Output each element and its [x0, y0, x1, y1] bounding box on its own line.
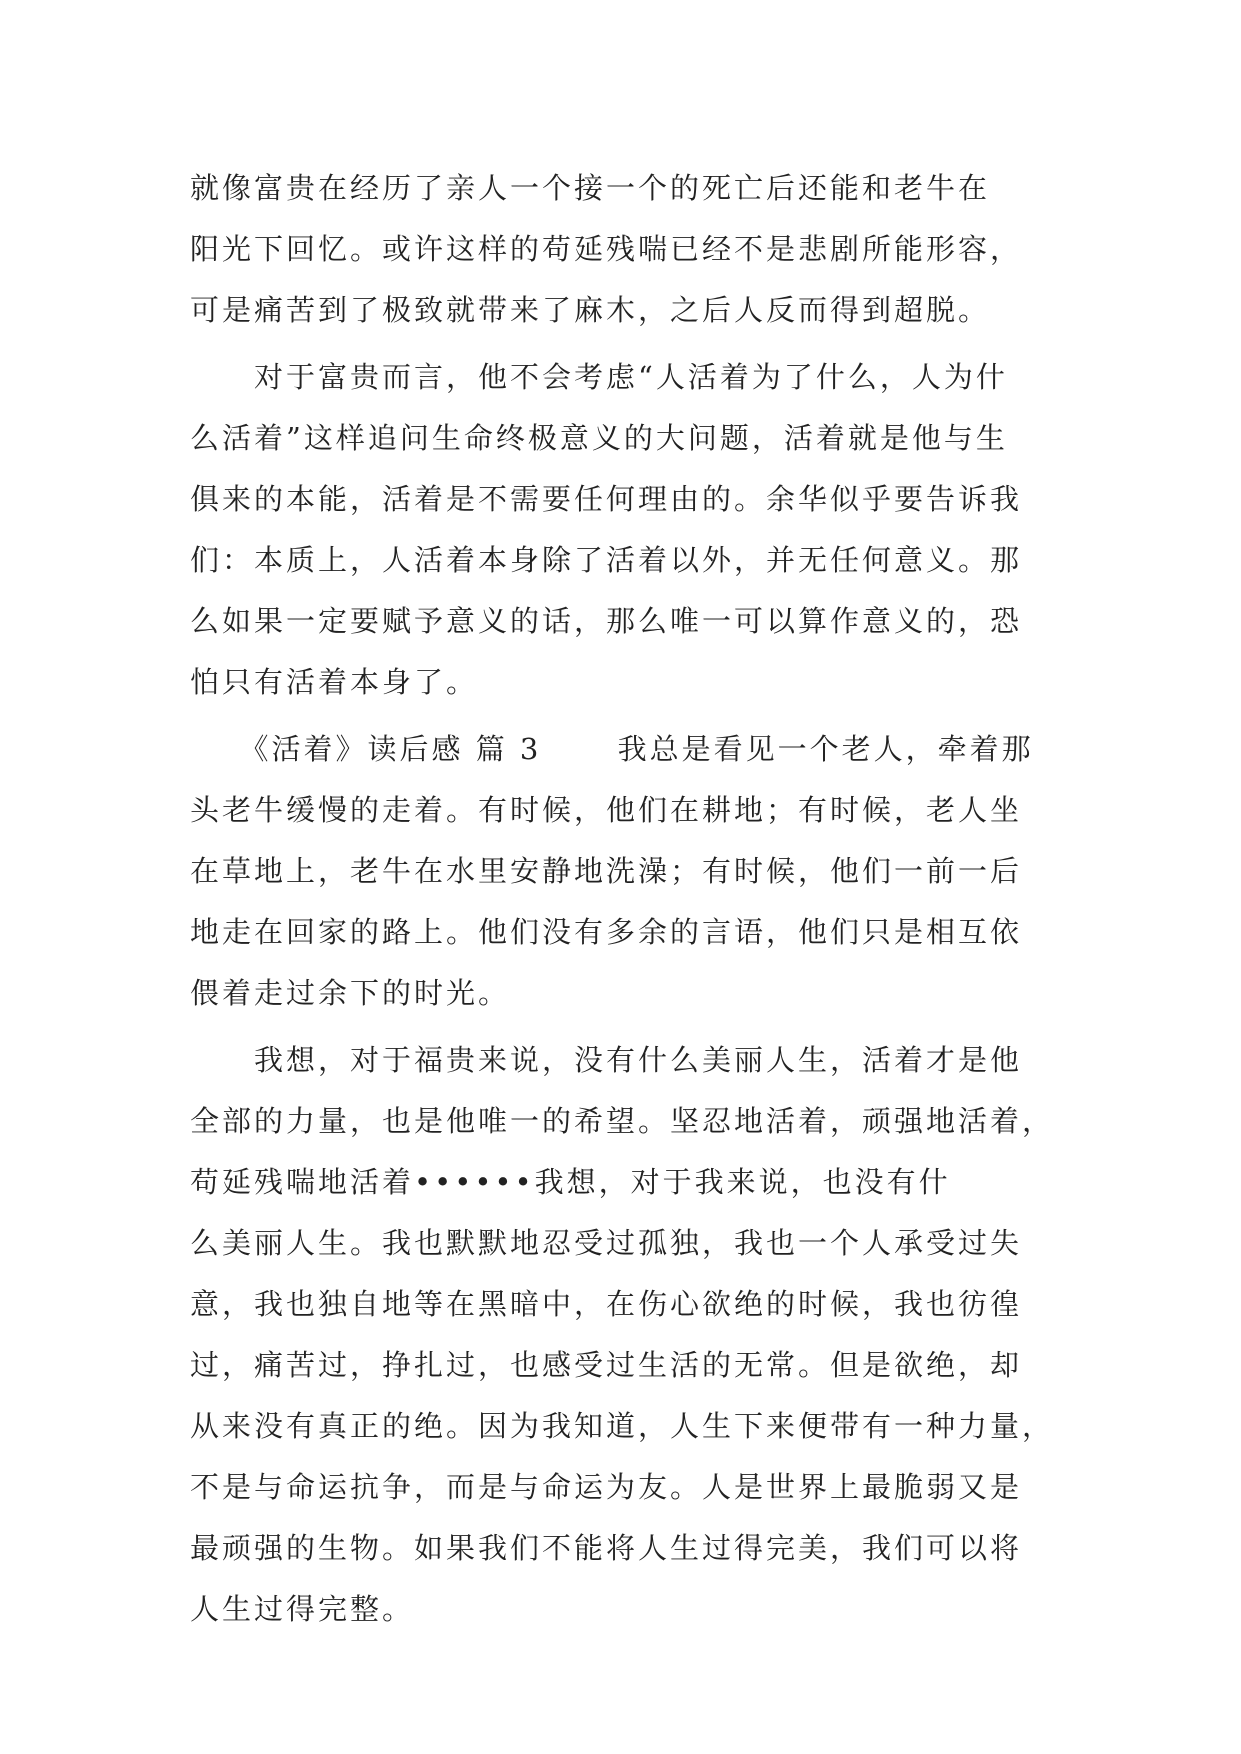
text-line: 么美丽人生。我也默默地忍受过孤独，我也一个人承受过失 [190, 1226, 1023, 1260]
text-line: 苟延残喘地活着••••••我想，对于我来说，也没有什 [190, 1165, 951, 1199]
text-line: 过，痛苦过，挣扎过，也感受过生活的无常。但是欲绝，却 [190, 1348, 1023, 1382]
text-line: 怕只有活着本身了。 [190, 665, 479, 699]
paragraph [190, 719, 1050, 1024]
text-line: 我想，对于福贵来说，没有什么美丽人生，活着才是他 [190, 1043, 1023, 1077]
paragraph [190, 1030, 1055, 1640]
text-line: 么活着”这样追问生命终极意义的大问题，活着就是他与生 [190, 421, 1008, 455]
text-line: 最顽强的生物。如果我们不能将人生过得完美，我们可以将 [190, 1531, 1023, 1565]
text-line: 不是与命运抗争，而是与命运为友。人是世界上最脆弱又是 [190, 1470, 1023, 1504]
text-line: 阳光下回忆。或许这样的苟延残喘已经不是悲剧所能形容， [190, 232, 1023, 266]
text-line: 偎着走过余下的时光。 [190, 976, 511, 1010]
text-line: 人生过得完整。 [190, 1592, 415, 1626]
text-line: 可是痛苦到了极致就带来了麻木，之后人反而得到超脱。 [190, 293, 991, 327]
text-line: 从来没有真正的绝。因为我知道，人生下来便带有一种力量， [190, 1409, 1055, 1443]
text-line: 头老牛缓慢的走着。有时候，他们在耕地；有时候，老人坐 [190, 793, 1023, 827]
text-line: 么如果一定要赋予意义的话，那么唯一可以算作意义的，恐 [190, 604, 1023, 638]
article-body [190, 158, 1055, 1640]
paragraph [190, 347, 1050, 713]
text-line: 地走在回家的路上。他们没有多余的言语，他们只是相互依 [190, 915, 1023, 949]
text-line: 俱来的本能，活着是不需要任何理由的。余华似乎要告诉我 [190, 482, 1023, 516]
text-line: 就像富贵在经历了亲人一个接一个的死亡后还能和老牛在 [190, 171, 991, 205]
text-line: 意，我也独自地等在黑暗中，在伤心欲绝的时候，我也彷徨 [190, 1287, 1023, 1321]
text-line: 《活着》读后感 篇 3 我总是看见一个老人，牵着那 [190, 732, 1034, 766]
text-line: 全部的力量，也是他唯一的希望。坚忍地活着，顽强地活着， [190, 1104, 1055, 1138]
text-line: 在草地上，老牛在水里安静地洗澡；有时候，他们一前一后 [190, 854, 1023, 888]
paragraph [190, 158, 1050, 341]
text-line: 对于富贵而言，他不会考虑“人活着为了什么，人为什 [190, 360, 1008, 394]
text-line: 们：本质上，人活着本身除了活着以外，并无任何意义。那 [190, 543, 1023, 577]
